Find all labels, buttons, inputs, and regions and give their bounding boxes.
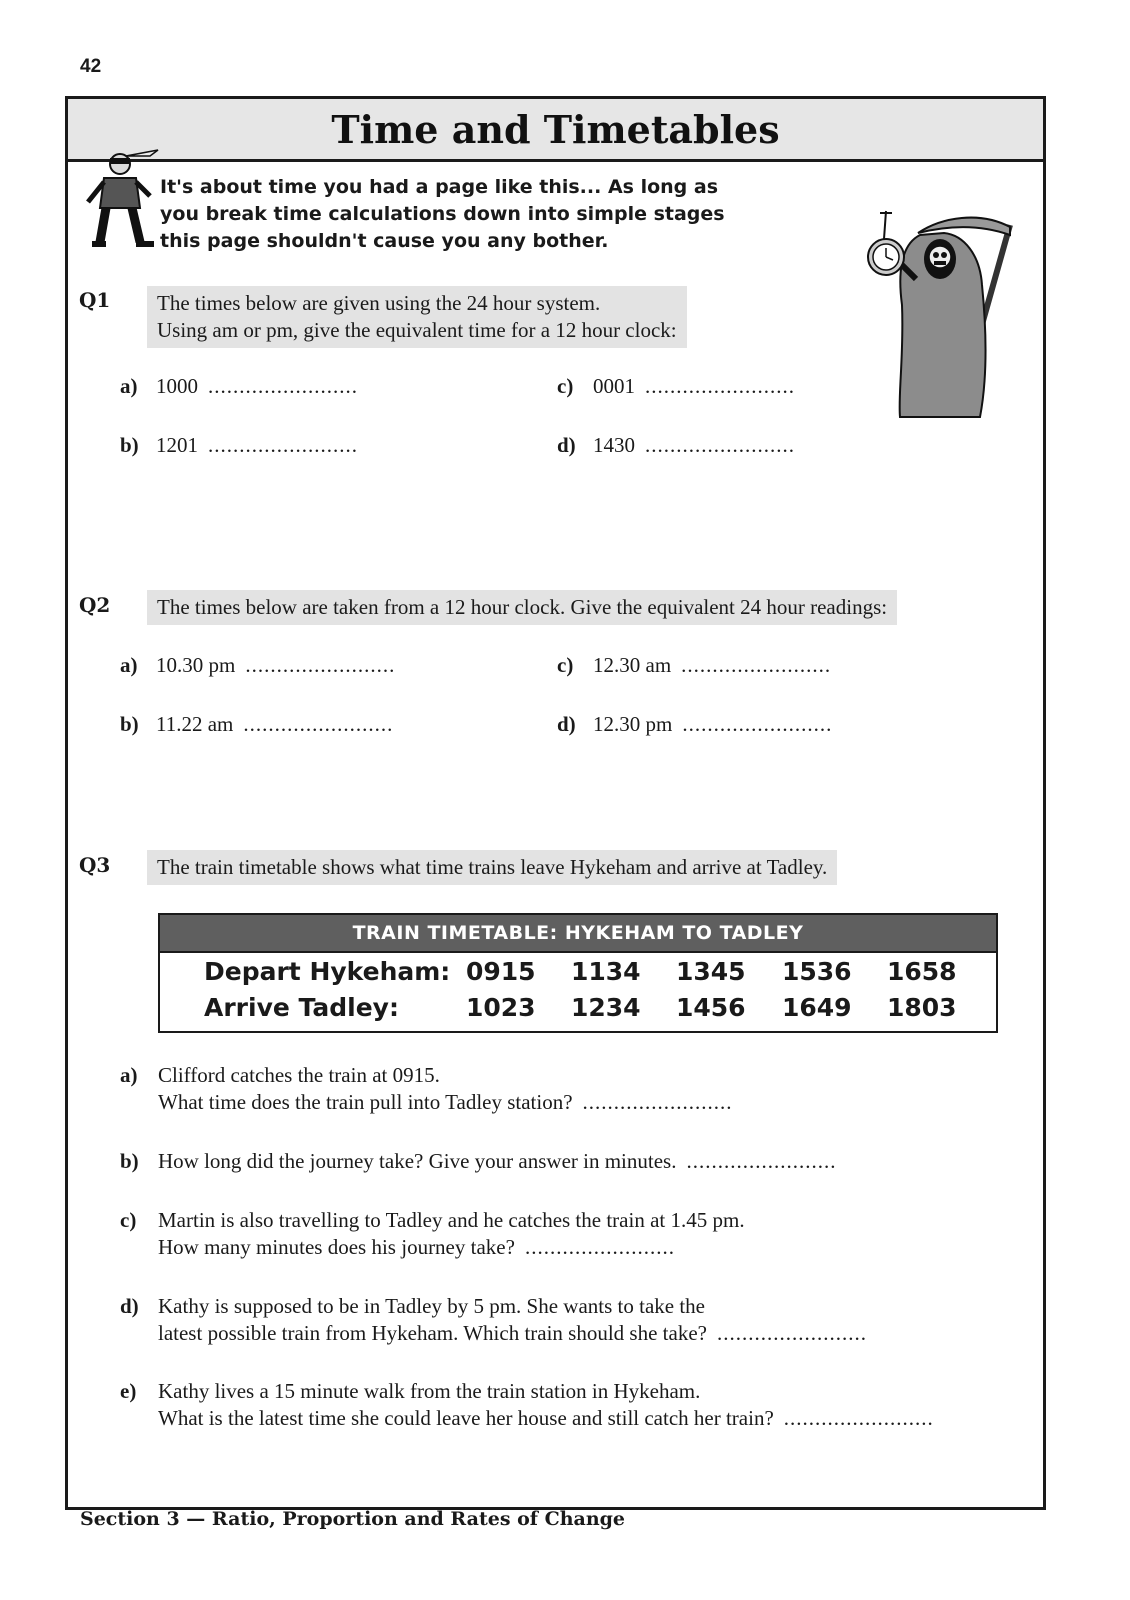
answer-line[interactable]: ........................ xyxy=(682,712,833,736)
title-bar xyxy=(68,99,1043,162)
answer-line[interactable]: ........................ xyxy=(524,1235,675,1259)
item-line: How long did the journey take? Give your answer in minutes. xyxy=(158,1149,677,1173)
item-value: 12.30 am xyxy=(593,653,672,677)
timetable-cell: 1456 xyxy=(676,993,746,1022)
timetable-cell: 1658 xyxy=(887,957,957,986)
item-letter: b) xyxy=(120,1149,139,1173)
item-letter: d) xyxy=(557,712,576,736)
timetable-cell: 0915 xyxy=(466,957,536,986)
item-letter: b) xyxy=(120,712,139,736)
item-line: How many minutes does his journey take? xyxy=(158,1235,515,1259)
grim-reaper-illustration-icon xyxy=(860,205,1030,423)
answer-line[interactable]: ........................ xyxy=(686,1149,837,1173)
timetable-cell: 1023 xyxy=(466,993,536,1022)
timetable-row-depart xyxy=(160,957,996,993)
item-value: 12.30 pm xyxy=(593,712,673,736)
item-line: Martin is also travelling to Tadley and he catches the train at 1.45 pm. xyxy=(158,1208,745,1232)
q3-label: Q3 xyxy=(79,853,111,877)
q3-text: The train timetable shows what time trains leave Hykeham and arrive at Tadley. xyxy=(147,850,837,885)
item-line: Clifford catches the train at 0915. xyxy=(158,1063,440,1087)
answer-line[interactable]: ........................ xyxy=(245,653,396,677)
page-number: 42 xyxy=(80,56,102,77)
timetable-cell: 1803 xyxy=(887,993,957,1022)
timetable-cell: 1649 xyxy=(782,993,852,1022)
q1-item-b xyxy=(120,433,358,458)
item-value: 1000 xyxy=(156,374,198,398)
item-letter: d) xyxy=(557,433,576,457)
item-value: 10.30 pm xyxy=(156,653,236,677)
timetable-row-label: Arrive Tadley: xyxy=(204,993,399,1022)
answer-line[interactable]: ........................ xyxy=(243,712,394,736)
page-title: Time and Timetables xyxy=(331,106,780,152)
q1-text-line: Using am or pm, give the equivalent time for a 12 hour clock: xyxy=(157,318,677,342)
item-value: 1430 xyxy=(593,433,635,457)
item-value: 11.22 am xyxy=(156,712,234,736)
item-letter: b) xyxy=(120,433,139,457)
answer-line[interactable]: ........................ xyxy=(645,433,795,457)
q1-item-d xyxy=(557,433,795,458)
item-line: Kathy lives a 15 minute walk from the train station in Hykeham. xyxy=(158,1379,701,1403)
item-value: 1201 xyxy=(156,433,198,457)
q2-text: The times below are taken from a 12 hour clock. Give the equivalent 24 hour readings: xyxy=(147,590,897,625)
q1-text-line: The times below are given using the 24 hour system. xyxy=(157,291,601,315)
timetable-row-label: Depart Hykeham: xyxy=(204,957,451,986)
answer-line[interactable]: ........................ xyxy=(681,653,832,677)
timetable-cell: 1234 xyxy=(571,993,641,1022)
q2-item-a xyxy=(120,653,395,678)
item-line: What time does the train pull into Tadley station? xyxy=(158,1090,573,1114)
answer-line[interactable]: ........................ xyxy=(208,433,358,457)
item-letter: d) xyxy=(120,1294,139,1318)
timetable-row-arrive xyxy=(160,993,996,1029)
answer-line[interactable]: ........................ xyxy=(645,374,795,398)
item-line: What is the latest time she could leave her house and still catch her train? xyxy=(158,1406,774,1430)
item-letter: c) xyxy=(557,374,574,398)
item-line: Kathy is supposed to be in Tadley by 5 pm. She wants to take the xyxy=(158,1294,705,1318)
timetable-heading: TRAIN TIMETABLE: HYKEHAM TO TADLEY xyxy=(160,915,996,953)
item-letter: e) xyxy=(120,1379,137,1403)
q1-item-c xyxy=(557,374,795,399)
intro-text xyxy=(160,174,725,255)
q2-item-c xyxy=(557,653,831,678)
timetable-cell: 1536 xyxy=(782,957,852,986)
answer-line[interactable]: ........................ xyxy=(716,1321,867,1345)
train-timetable xyxy=(158,913,998,1033)
mascot-cartoon-icon xyxy=(80,146,160,250)
q2-item-d xyxy=(557,712,832,737)
q2-item-b xyxy=(120,712,393,737)
item-letter: a) xyxy=(120,1063,138,1087)
answer-line[interactable]: ........................ xyxy=(783,1406,934,1430)
item-letter: a) xyxy=(120,653,138,677)
timetable-cell: 1345 xyxy=(676,957,746,986)
item-line: latest possible train from Hykeham. Which train should she take? xyxy=(158,1321,707,1345)
intro-line: this page shouldn't cause you any bother. xyxy=(160,230,609,252)
q2-label: Q2 xyxy=(79,593,111,617)
answer-line[interactable]: ........................ xyxy=(582,1090,733,1114)
item-letter: c) xyxy=(557,653,574,677)
item-value: 0001 xyxy=(593,374,635,398)
q1-label: Q1 xyxy=(79,288,111,312)
item-letter: c) xyxy=(120,1208,137,1232)
q1-text xyxy=(147,286,687,348)
timetable-cell: 1134 xyxy=(571,957,641,986)
intro-line: you break time calculations down into simple stages xyxy=(160,203,725,225)
intro-line: It's about time you had a page like this... As long as xyxy=(160,176,719,198)
answer-line[interactable]: ........................ xyxy=(208,374,358,398)
item-letter: a) xyxy=(120,374,138,398)
q1-item-a xyxy=(120,374,358,399)
section-footer: Section 3 — Ratio, Proportion and Rates of Change xyxy=(80,1508,626,1530)
